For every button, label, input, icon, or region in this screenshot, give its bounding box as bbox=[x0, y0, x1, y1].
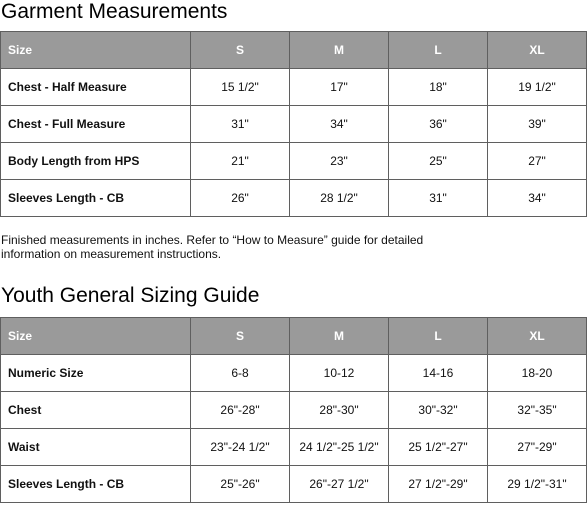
table-cell: 21" bbox=[191, 143, 290, 180]
youth-sizing-guide-title: Youth General Sizing Guide bbox=[1, 284, 260, 307]
row-label: Body Length from HPS bbox=[1, 143, 191, 180]
table-cell: 32"-35" bbox=[488, 392, 587, 429]
table-row bbox=[1, 392, 587, 429]
table-cell: 28 1/2" bbox=[290, 180, 389, 217]
table-cell: 18-20 bbox=[488, 355, 587, 392]
table-cell: 31" bbox=[191, 106, 290, 143]
row-label: Waist bbox=[1, 429, 191, 466]
table-cell: 26"-28" bbox=[191, 392, 290, 429]
measurement-note: Finished measurements in inches. Refer to “How to Measure” guide for detailed information on measurement instructions. bbox=[1, 233, 424, 261]
table-cell: 17" bbox=[290, 69, 389, 106]
table-row bbox=[1, 355, 587, 392]
table-cell: 26" bbox=[191, 180, 290, 217]
table-row bbox=[1, 143, 587, 180]
table-row bbox=[1, 69, 587, 106]
row-label: Chest - Half Measure bbox=[1, 69, 191, 106]
column-header-m: M bbox=[290, 318, 389, 355]
table-row bbox=[1, 180, 587, 217]
table-cell: 25" bbox=[389, 143, 488, 180]
column-header-l: L bbox=[389, 32, 488, 69]
table-cell: 27 1/2"-29" bbox=[389, 466, 488, 503]
column-header-s: S bbox=[191, 32, 290, 69]
table-cell: 23" bbox=[290, 143, 389, 180]
table-cell: 30"-32" bbox=[389, 392, 488, 429]
garment-measurements-table bbox=[0, 31, 587, 217]
column-header-m: M bbox=[290, 32, 389, 69]
table-cell: 15 1/2" bbox=[191, 69, 290, 106]
table-cell: 27"-29" bbox=[488, 429, 587, 466]
youth-sizing-table bbox=[0, 317, 587, 503]
table-cell: 34" bbox=[488, 180, 587, 217]
table-cell: 25"-26" bbox=[191, 466, 290, 503]
row-label: Numeric Size bbox=[1, 355, 191, 392]
table-cell: 23"-24 1/2" bbox=[191, 429, 290, 466]
table-cell: 36" bbox=[389, 106, 488, 143]
row-label: Chest - Full Measure bbox=[1, 106, 191, 143]
column-header-xl: XL bbox=[488, 32, 587, 69]
table-cell: 39" bbox=[488, 106, 587, 143]
table-cell: 10-12 bbox=[290, 355, 389, 392]
table-cell: 18" bbox=[389, 69, 488, 106]
table-cell: 28"-30" bbox=[290, 392, 389, 429]
table-cell: 29 1/2"-31" bbox=[488, 466, 587, 503]
table-cell: 34" bbox=[290, 106, 389, 143]
table-cell: 14-16 bbox=[389, 355, 488, 392]
table-row bbox=[1, 429, 587, 466]
table-header-row bbox=[1, 32, 587, 69]
table-cell: 31" bbox=[389, 180, 488, 217]
table-cell: 26"-27 1/2" bbox=[290, 466, 389, 503]
table-header-row bbox=[1, 318, 587, 355]
table-cell: 27" bbox=[488, 143, 587, 180]
row-label: Chest bbox=[1, 392, 191, 429]
table-cell: 6-8 bbox=[191, 355, 290, 392]
table-row bbox=[1, 466, 587, 503]
column-header-size: Size bbox=[1, 32, 191, 69]
column-header-l: L bbox=[389, 318, 488, 355]
column-header-size: Size bbox=[1, 318, 191, 355]
table-row bbox=[1, 106, 587, 143]
garment-measurements-title: Garment Measurements bbox=[1, 0, 228, 23]
row-label: Sleeves Length - CB bbox=[1, 466, 191, 503]
row-label: Sleeves Length - CB bbox=[1, 180, 191, 217]
table-cell: 25 1/2"-27" bbox=[389, 429, 488, 466]
table-cell: 19 1/2" bbox=[488, 69, 587, 106]
column-header-xl: XL bbox=[488, 318, 587, 355]
column-header-s: S bbox=[191, 318, 290, 355]
table-cell: 24 1/2"-25 1/2" bbox=[290, 429, 389, 466]
